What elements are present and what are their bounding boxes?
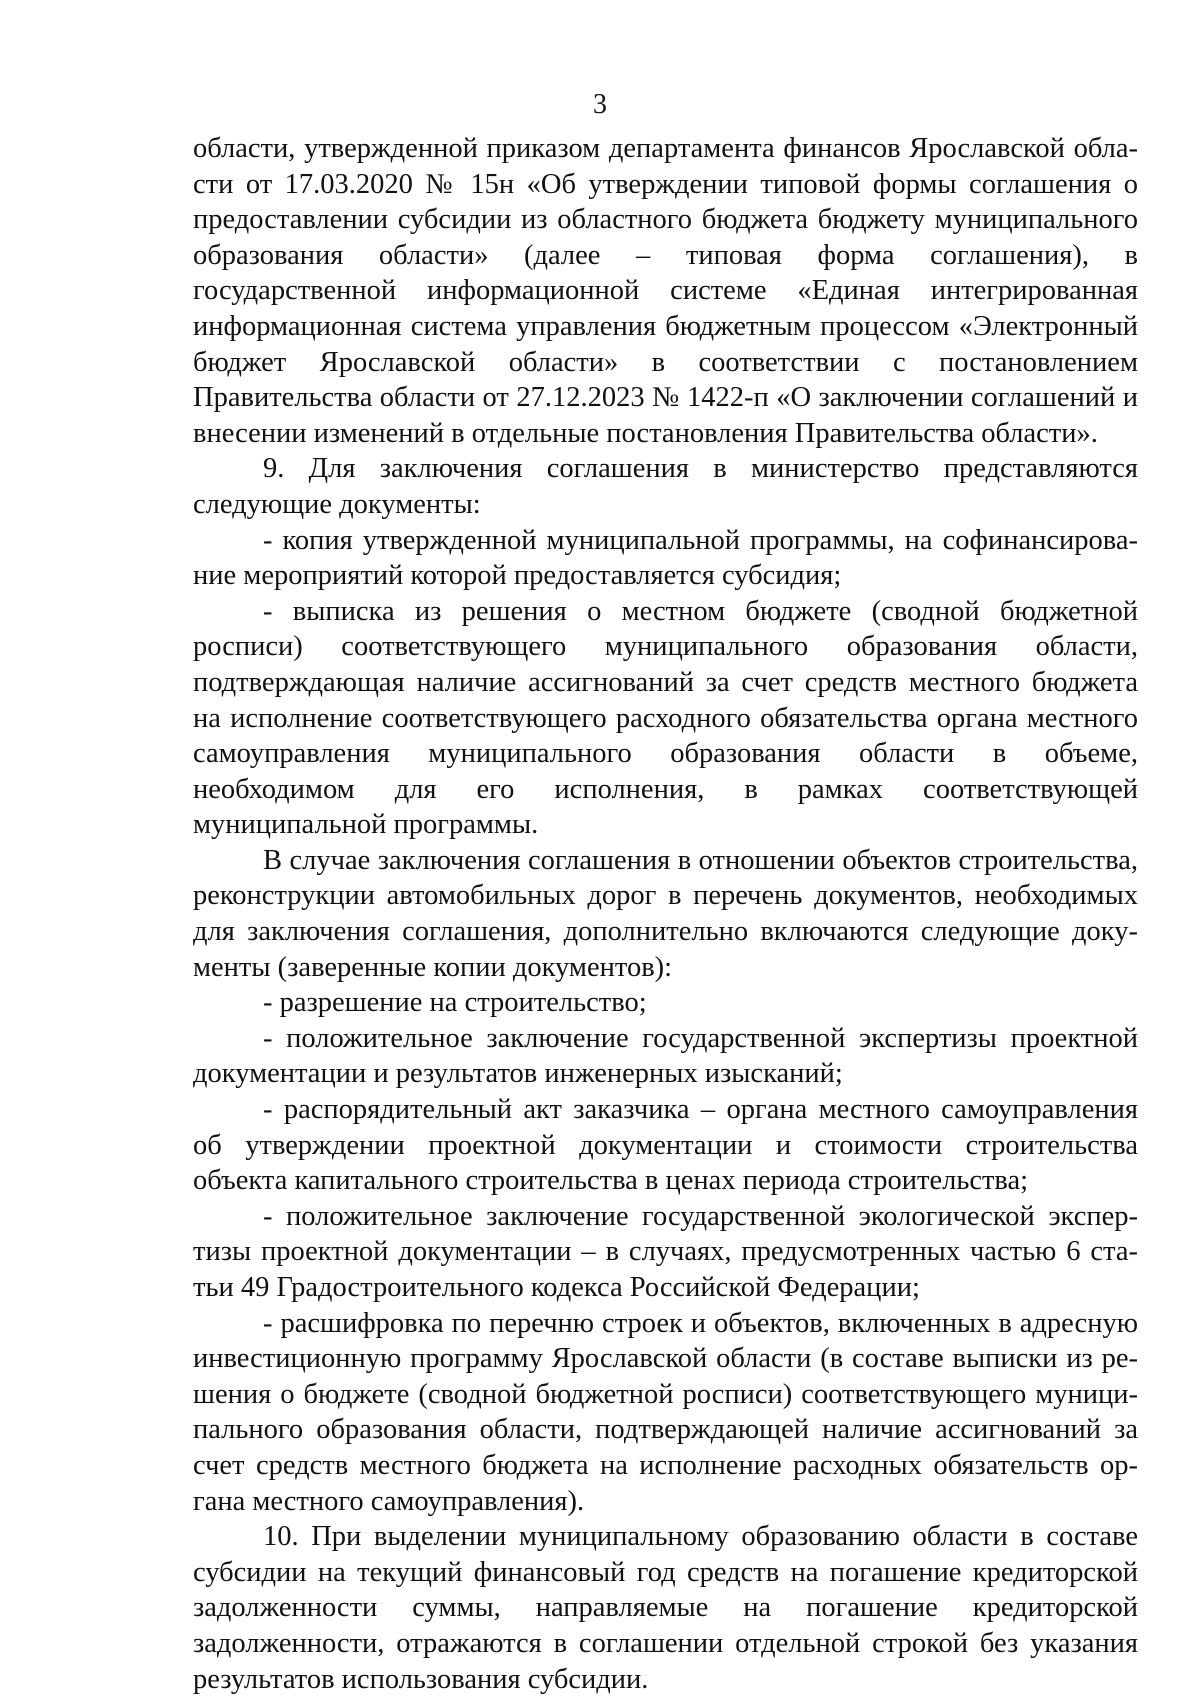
- list-item-investment-program: - расшифровка по перечню строек и объектов, включенных в адресную инвестиционную программу Ярославской области (в составе выписки из решения о бюджете (сводной бюджетной росписи) соответствующего муниципального образования области, подтверждающей наличие ассигнований за счет средств местного бюджета на исполнение расходных обязательств органа местного самоуправления).: [193, 1307, 1138, 1517]
- paragraph-continuation: области, утвержденной приказом департамента финансов Ярославской области от 17.03.2020 № 15н «Об утверждении типовой формы соглашения о предоставлении субсидии из областного бюджета бюджету муниципального образования области» (далее – типовая форма соглашения), в государственной информационной системе «Единая интегрированная информационная система управления бюджетным процессом «Электронный бюджет Ярославской области» в соответствии с постановлением Правительства области от 27.12.2023 № 1422-п «О заключении соглашений и внесении изменений в отдельные постановления Правительства области».: [193, 133, 1138, 449]
- list-item-state-expertise: - положительное заключение государственной экспертизы проектной документации и результатов инженерных изысканий;: [193, 1022, 1138, 1090]
- document-body: [193, 131, 1138, 1697]
- list-item-program-copy: - копия утвержденной муниципальной программы, на софинансирование мероприятий которой предоставляется субсидия;: [193, 524, 1138, 592]
- list-item-ecological-expertise: - положительное заключение государственной экологической экспертизы проектной документации – в случаях, предусмотренных частью 6 статьи 49 Градостроительного кодекса Российской Федерации;: [193, 1200, 1138, 1303]
- page-number: 3: [593, 89, 607, 120]
- list-item-customer-act: - распорядительный акт заказчика – органа местного самоуправления об утверждении проектной документации и стоимости строительства объекта капитального строительства в ценах периода строительства;: [193, 1094, 1138, 1197]
- list-item-budget-extract: - выписка из решения о местном бюджете (сводной бюджетной росписи) соответствующего муниципального образования области, подтверждающая наличие ассигнований за счет средств местного бюджета на исполнение соответствующего расходного обязательства органа местного самоуправления муниципального образования области в объеме, необходимом для его исполнения, в рамках соответствующей муниципальной программы.: [193, 595, 1138, 841]
- paragraph-item-9: 9. Для заключения соглашения в министерство представляются следующие документы:: [193, 453, 1138, 520]
- paragraph-construction-case: В случае заключения соглашения в отношении объектов строительства, реконструкции автомобильных дорог в перечень документов, необходимых для заключения соглашения, дополнительно включаются следующие документы (заверенные копии документов):: [193, 844, 1138, 983]
- paragraph-item-10: 10. При выделении муниципальному образованию области в составе субсидии на текущий финансовый год средств на погашение кредиторской задолженности суммы, направляемые на погашение кредиторской задолженности, отражаются в соглашении отдельной строкой без указания результатов использования субсидии.: [193, 1521, 1138, 1695]
- list-item-building-permit: - разрешение на строительство;: [263, 987, 647, 1019]
